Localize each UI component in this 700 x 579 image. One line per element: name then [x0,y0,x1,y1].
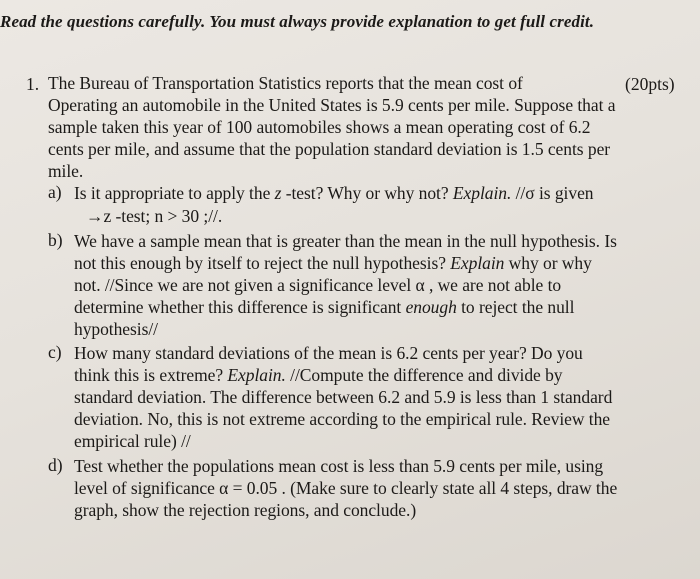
part-a-line [74,182,593,204]
question-points: (20pts) [625,74,675,94]
part-b-label: b) [48,230,63,250]
part-b-text: why or why [504,253,592,273]
part-d-line: graph, show the rejection regions, and conclude.) [74,500,417,520]
question-line: cents per mile, and assume that the population standard deviation is 1.5 cents per [48,139,611,159]
question-line: Operating an automobile in the United States is 5.9 cents per mile. Suppose that a [48,95,616,115]
part-a-text: Is it appropriate to apply the [74,183,275,203]
question-line: The Bureau of Transportation Statistics reports that the mean cost of [48,73,523,93]
part-a-answer: →z -test; n > 30 ;//. [86,206,223,226]
part-b-line: not. //Since we are not given a significance level α , we are not able to [74,275,562,295]
instructions-text: Read the questions carefully. You must always provide explanation to get full credit. [0,12,595,31]
part-c-label: c) [48,342,62,362]
part-d-label: d) [48,455,63,475]
part-b-line: hypothesis// [74,319,158,339]
part-c-line: deviation. No, this is not extreme according to the empirical rule. Review the [74,409,611,429]
part-c-text: //Compute the difference and divide by [285,365,563,385]
explain-emphasis: Explain [450,253,505,273]
part-b-text: determine whether this difference is significant [74,297,402,317]
part-c-line [74,364,563,386]
part-a-label: a) [48,182,62,202]
enough-emphasis: enough [405,297,457,317]
question-number: 1. [26,74,40,94]
part-c-text: think this is extreme? [74,365,224,385]
question-line: sample taken this year of 100 automobiles shows a mean operating cost of 6.2 [48,117,591,137]
part-a-text: //σ is given [511,183,594,203]
question-line: mile. [48,161,84,181]
part-b-text: not this enough by itself to reject the null hypothesis? [74,253,446,273]
part-b-line [74,252,592,274]
part-c-line: How many standard deviations of the mean is 6.2 cents per year? Do you [74,343,583,363]
part-b-line: We have a sample mean that is greater than the mean in the null hypothesis. Is [74,231,617,251]
part-b-text: to reject the null [456,297,575,317]
explain-emphasis: Explain. [452,183,512,203]
part-d-line: level of significance α = 0.05 . (Make sure to clearly state all 4 steps, draw the [74,478,618,498]
explain-emphasis: Explain. [227,365,286,385]
part-d-line: Test whether the populations mean cost is less than 5.9 cents per mile, using [74,456,604,476]
part-c-line: standard deviation. The difference between 6.2 and 5.9 is less than 1 standard [74,387,613,407]
part-c-line: empirical rule) // [74,431,191,451]
part-b-line [74,296,574,318]
z-symbol: z [274,183,282,203]
part-a-text: -test? Why or why not? [281,183,453,203]
